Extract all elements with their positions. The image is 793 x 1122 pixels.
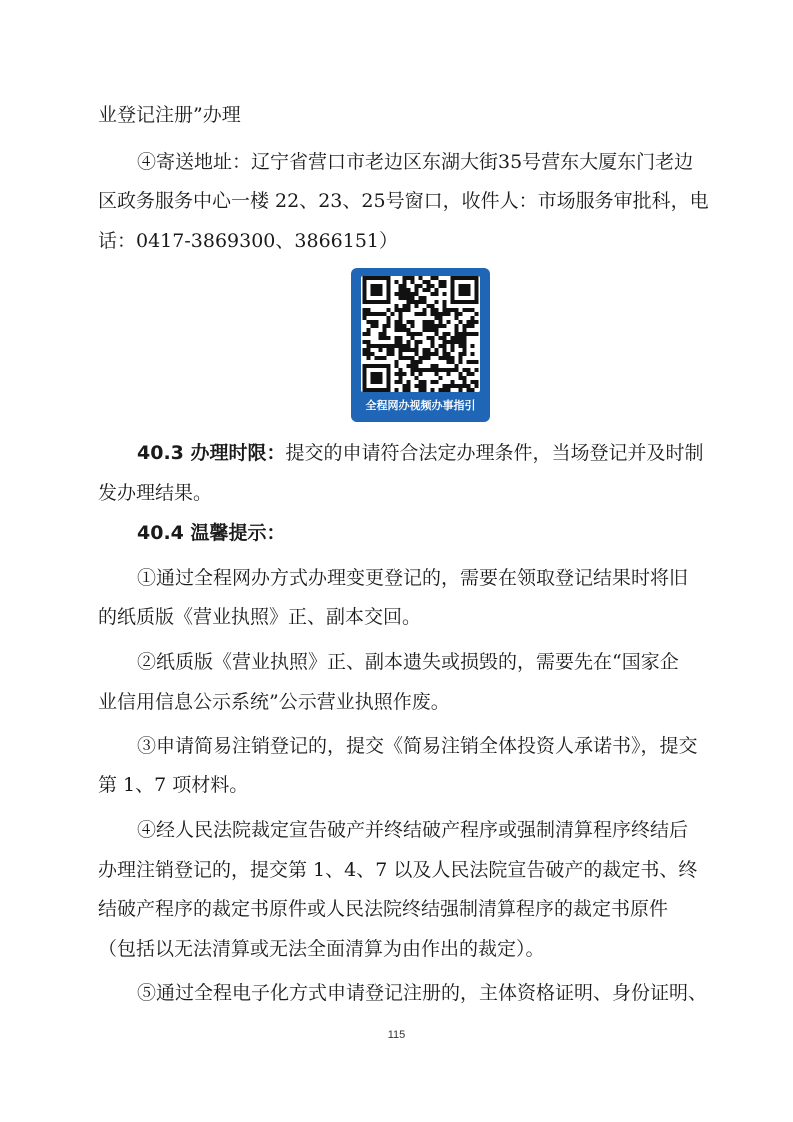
- paragraph-line: 区政务服务中心一楼 22、23、25号窗口，收件人：市场服务审批科，电: [98, 190, 709, 212]
- qr-code-icon: [361, 276, 480, 392]
- paragraph-line: ④寄送地址：辽宁省营口市老边区东湖大街35号营东大厦东门老边: [137, 151, 694, 173]
- paragraph-line: 发办理结果。: [98, 482, 213, 504]
- paragraph-line: ②纸质版《营业执照》正、副本遗失或损毁的，需要先在“国家企: [137, 651, 679, 673]
- qr-code-card[interactable]: [351, 268, 490, 422]
- paragraph-line: 业信用信息公示系统”公示营业执照作废。: [98, 691, 450, 713]
- section-heading: 40.3 办理时限：: [137, 442, 286, 464]
- paragraph-line: 的纸质版《营业执照》正、副本交回。: [98, 606, 422, 628]
- qr-code-image: [361, 276, 480, 392]
- section-text: 提交的申请符合法定办理条件，当场登记并及时制: [285, 442, 704, 464]
- paragraph-line: 办理注销登记的，提交第 1、4、7 以及人民法院宣告破产的裁定书、终: [98, 859, 698, 881]
- paragraph-line: 第 1、7 项材料。: [98, 774, 249, 796]
- paragraph-line: ①通过全程网办方式办理变更登记的，需要在领取登记结果时将旧: [137, 567, 689, 589]
- paragraph-line: 业登记注册”办理: [98, 104, 241, 126]
- paragraph-line: （包括以无法清算或无法全面清算为由作出的裁定）。: [98, 938, 545, 960]
- paragraph-line: 结破产程序的裁定书原件或人民法院终结强制清算程序的裁定书原件: [98, 898, 669, 920]
- paragraph-line: ⑤通过全程电子化方式申请登记注册的，主体资格证明、身份证明、: [137, 982, 708, 1004]
- page-number: 115: [387, 1029, 406, 1041]
- section-heading: 40.4 温馨提示：: [137, 522, 286, 544]
- paragraph-line: ④经人民法院裁定宣告破产并终结破产程序或强制清算程序终结后: [137, 819, 689, 841]
- section-40-3: [137, 441, 793, 465]
- paragraph-line: ③申请简易注销登记的，提交《简易注销全体投资人承诺书》，提交: [137, 735, 698, 757]
- qr-caption: 全程网办视频办事指引: [365, 399, 476, 412]
- paragraph-line: 话：0417-3869300、3866151）: [98, 230, 399, 252]
